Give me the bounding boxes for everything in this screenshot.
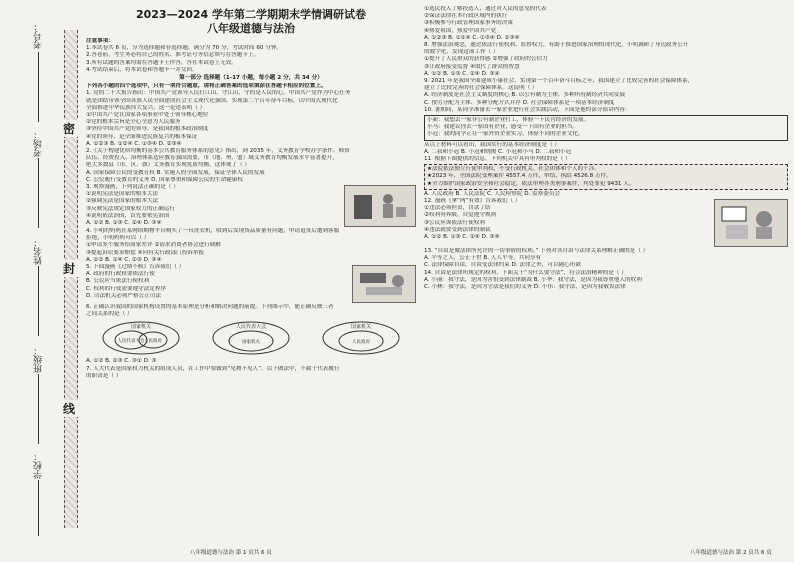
q-option: ④说明依法治国，首先要依宪治国: [86, 212, 170, 219]
question-14: [424, 270, 788, 292]
cartoon-image: [344, 185, 416, 227]
info-box: [424, 164, 788, 190]
question-4: [86, 228, 416, 264]
q-choices: A. ①② B. ①④ C. ②③ D. ③④: [86, 256, 162, 263]
note-line: 4.考试结束后，将本试卷和答题卡一并交回。: [86, 66, 198, 73]
page-1-column: [86, 6, 416, 554]
q-option: ②强调宪法是国家的根本大法: [86, 198, 159, 205]
note-line: 1.本试卷共 6 页，分为选择题和非选择题，满分为 70 分，考试时间 60 分钟。: [86, 45, 283, 52]
dialogue-line: 小马：我建议你去一家国有企业，感受一下国有企业的担当。: [427, 124, 579, 131]
question-9: [424, 78, 788, 107]
question-8: [424, 42, 788, 78]
cartoon-image: [714, 199, 788, 247]
field-line: [38, 158, 39, 228]
field-line: [38, 52, 39, 122]
q-choices: A. 人民政府 B. 人民法院 C. 人民检察院 D. 监察委员会: [424, 190, 561, 197]
q-option: ④党的领导，是全面推进民族复兴的根本保证: [86, 133, 198, 140]
venn-label: 国家机关: [130, 324, 152, 331]
q-line: 1. 党的二十大报告指出：中国共产党领导人民打江山、守江山，守的是人民的心。中国共产党作为中心任务: [86, 90, 351, 97]
question-7-cont: [424, 6, 788, 42]
q-option: ②权利有界限，自觉遵守规则: [424, 212, 497, 219]
q-line: 全面推进中华民族伟大复兴。这一论述表明（ ）: [86, 104, 206, 111]
q-option: ③公民应该依法行使权利: [424, 219, 485, 226]
venn-label: 人民政府: [352, 340, 370, 346]
info-line: ★全力维护国家政治安全和社会稳定，依法审理各类刑事案件，判处罪犯 9431 人。: [427, 180, 635, 187]
q-line: 10. 暑期间，某同学准备去一家企业进行社会实践活动，下面是他的部分演讲内容：: [424, 106, 631, 113]
venn-label: 人民代表大会: [117, 339, 145, 345]
q-option: ②保证法律在本行政区域内的执行: [424, 13, 508, 20]
venn-label: 人民代表大会: [235, 324, 267, 331]
q-choices: A. 经济制度是社会主义制度的核心 B. 以公有制为主体、多种所有制经济共同发展: [424, 92, 626, 99]
note-line: 3.所有试题的答案均需在答题卡上作答，答在本试卷上无效。: [86, 59, 237, 66]
q-choices: C. 法律保障自由，自由受法律约束 D. 法律之外，可以随心所欲: [424, 262, 581, 269]
label-exam-room: 考场：: [34, 130, 44, 157]
cartoon-illustration-icon: [356, 269, 412, 299]
q-line: 之间关系的是（ ）: [86, 311, 133, 318]
q-line: 4. 小明的妈妈在某网络购物平台购买了一台洗衣机，收到后发现货品质量有问题，申请退货后遭到客服: [86, 228, 340, 235]
q-line: 队伍、经费投入、治理体系适应教育强国需要，市（地、州、盟）域义务教育均衡发展水平显著提升，: [86, 155, 338, 162]
q-choices: A. ①② B. ②③ C. ③① D. ③: [86, 358, 157, 365]
info-line: ★法院依法独立行使审判权，不受行政机关、社会团体和个人的干涉。: [427, 166, 600, 173]
q-option: ③提起诉讼要求赔偿 ④向有关行政部门投诉举报: [86, 249, 205, 256]
cartoon-illustration-icon: [718, 203, 784, 243]
q-choice: B. 公民应当依法行使权利: [86, 278, 150, 285]
dialogue-line: 小冠：我的同学正在一家外资企业实习，体验不同的企业文化。: [427, 131, 584, 138]
exam-title: 2023—2024 学年第二学期期末学情调研试卷: [135, 8, 367, 21]
venn-label: 国家机关: [350, 324, 372, 331]
q-line: 绝大多数县（市、区、旗）义务教育实现优质均衡。这体现了（ ）: [86, 162, 250, 169]
q-choices: C. 小林：我守法，是因为守法是我们的义务 D. 小伟：我守法，是因为我敬畏法律: [424, 284, 626, 291]
q-line: 建立了比较完善的社会保障体系。这说明（ ）: [424, 85, 538, 92]
note-line: 2.答卷前，考生务必将自己的姓名、准考证号等信息填写在答题卡上。: [86, 52, 260, 59]
venn-label: 国家机关: [242, 340, 260, 346]
q-line: 从以上材料可以看出，我国实行的基本经济制度是（ ）: [424, 141, 561, 148]
q-line: 就是团结带领全国各族人民全面建成社会主义现代化强国、实现第二个百年奋斗目标，以中国式现代化: [86, 97, 338, 104]
info-line: ★2023 年，全国法院受理案件 4557.4 万件，审结、执结 4526.8 万件。: [427, 173, 612, 180]
label-class: 班级：: [34, 346, 44, 373]
field-line: [38, 266, 39, 336]
question-7: [86, 366, 416, 380]
part-instruction: 下列各小题的四个选项中，只有一项符合题意，请将正确答案的选项填涂在答题卡相应的位置上。: [86, 83, 327, 90]
q-line: 13. “自由是做法律所允许的一切事情的权利。” 下列对各自由与法律关系理解正确的是（ ）: [424, 248, 649, 255]
q-line: 11. 根据下图提供的信息，下列机关中具有审判权的是（ ）: [424, 156, 571, 163]
seal-char-feng: 封: [58, 260, 80, 277]
exam-subject: 八年级道德与法治: [207, 22, 295, 35]
question-10: [424, 107, 788, 156]
venn-diagram: [321, 320, 401, 356]
q-line: 3. 观察漫画，下列说法正确的是（ ）: [86, 184, 179, 191]
q-choices: A. 小丽：我守法，是因为害怕受到法律制裁 B. 小华：我守法，是因为我尊重他人的权利: [424, 276, 642, 283]
q-option: ①说明宪法是国家的根本大法: [86, 191, 159, 198]
venn-diagram: [101, 320, 181, 356]
q-line: 5. 下面漫画《过期不候》告诉我们（ ）: [86, 264, 185, 271]
q-option: ①违法必须担责，罚款了结: [424, 205, 491, 212]
q-line: 的数字化，发现这项工作（ ）: [424, 49, 499, 56]
q-option: ③积极参与行政管理国家事务的决策: [424, 20, 513, 27]
page-2-column: [424, 6, 788, 554]
question-5: [86, 264, 416, 304]
dialogue-box: [424, 115, 788, 141]
q-option: ①提升了人民群众的获得感 ②增强了政府的公信力: [424, 56, 548, 63]
q-line: 拒绝，小明妈妈可以（ ）: [86, 235, 150, 242]
binding-margin: [0, 0, 84, 562]
q-choices: A. ①② B. ①③ C. ②④ D. ③④: [424, 70, 500, 77]
q-choices: C. 按劳分配为主体、多种分配方式并存 D. 社会保障体系是一项基本经济制度: [424, 99, 615, 106]
dialogue-line: 小新：我想去一家非公有制企业打工，体验一下民营经济的发展。: [427, 117, 590, 124]
q-choices: A. ①② B. ①③ C. ②④ D. ③④: [86, 220, 162, 227]
question-13: [424, 248, 788, 270]
q-option: ③坚持中国共产党的领导，是我国的根本政治制度: [86, 126, 209, 133]
q-option: ③让政府接受监督 ④取代了群众的智慧: [424, 63, 520, 70]
seal-strip: [64, 30, 78, 528]
cartoon-illustration-icon: [348, 189, 412, 223]
question-3: [86, 184, 416, 228]
q-choices: A. ①②③ B. ①②④ C. ①③④ D. ②③④: [424, 34, 520, 41]
question-12: [424, 198, 788, 248]
q-choice: A. 政府的行政权要依法行使: [86, 271, 155, 278]
q-choices: A. ①② B. ①③ C. ②④ D. ③④: [424, 234, 500, 241]
notes-block: [86, 38, 416, 74]
label-name: 姓名：: [34, 238, 44, 265]
q-choices: A. ①②③ B. ①②④ C. ①③④ D. ②③④: [86, 140, 182, 147]
q-choices: A. 二叔和小冠 B. 小冠和晓俊 C. 小冠和小马 D. 二叔和小冠: [424, 148, 572, 155]
q-line: 14. 自由是法律所规定的权利，下面关于“为什么要守法”，符合法治精神的是（ ）: [424, 269, 627, 276]
q-choices: C. 公民履行受教育的义务 D. 国家尊重和保障公民的生命健康权: [86, 176, 243, 183]
q-choices: A. 国家保障公民的受教育权 B. 实施人的全面发展，保证全体人民的发展: [86, 169, 265, 176]
field-line: [38, 374, 39, 444]
seal-char-xian: 线: [58, 400, 80, 417]
q-option: ①申请多个服务给商家差评 ②请求消费者协会进行调解: [86, 242, 221, 249]
q-line: 2.《关于构建优质均衡的基本公共教育服务体系的意见》指出，到 2035 年，义务教育学校办学条件、师资: [86, 148, 350, 155]
question-2: [86, 148, 416, 184]
q-line: 12. 漫画《拿“两”有效》告诉我们（ ）: [424, 198, 521, 205]
venn-diagram: [211, 320, 291, 356]
q-line: 的职责是（ ）: [86, 372, 122, 379]
label-school: 学校：: [34, 452, 44, 479]
q-choice: D. 司法机关必须严格公正司法: [86, 292, 161, 299]
q-choices: A. 平等之人，公正于世 B. 人人平等，共同享有: [424, 255, 542, 262]
q-option: ①中国共产党在国家各项事业中处于领导核心地位: [86, 112, 209, 119]
seal-char-mi: 密: [58, 120, 80, 137]
cartoon-image: [352, 265, 416, 303]
question-6: [86, 304, 416, 366]
question-1: [86, 90, 416, 148]
part-heading: 第一部分 选择题（1-17 小题，每小题 2 分，共 34 分）: [179, 75, 323, 82]
q-option: ①选民投入了解投选人，通过对人民的意见的代表: [424, 6, 547, 12]
q-line: 8. 增强法治观念，通过依法行使权利、监督权力，有助于推进国家治理的现代化，小明调研了身边政务公开: [424, 42, 689, 49]
q-choice: C. 权利的行使需要遵守法定程序: [86, 285, 167, 292]
q-line: 6. 正确认识我国的国家机构设置的基本原理是分析和解决问题的前提。下列图示中，能正确反映三者: [86, 304, 334, 311]
field-line: [38, 480, 39, 536]
label-exam-number: 考号：: [34, 22, 44, 49]
notes-heading: 注意事项：: [86, 38, 114, 44]
page-footer-right: 八年级道德与法治 第 2 页共 6 页: [690, 550, 772, 556]
page-footer-left: 八年级道德与法治 第 1 页共 6 页: [190, 550, 272, 556]
q-line: 7. 人大代表是国家权力机关的组成人员，在工作中要做到“见物不见人”。以下做法中，不属于代表履行: [86, 365, 340, 372]
venn-diagrams: [86, 320, 416, 356]
question-11: [424, 156, 788, 198]
q-option: ②党的根本宗旨是全心全意为人民服务: [86, 119, 181, 126]
q-option: ④违法就要受到法律的制裁: [424, 226, 491, 233]
q-option: ③反映宪法规定国家权力的正确运行: [86, 205, 175, 212]
q-option: ④热爱祖国，热爱中国共产党: [424, 27, 497, 34]
venn-label: 人民政府: [144, 339, 162, 345]
q-line: 9. 2021 年是我国全面建成小康社会、实现第一个百年奋斗目标之年，我国建立了比较完善的社会保障体系，: [424, 78, 694, 85]
